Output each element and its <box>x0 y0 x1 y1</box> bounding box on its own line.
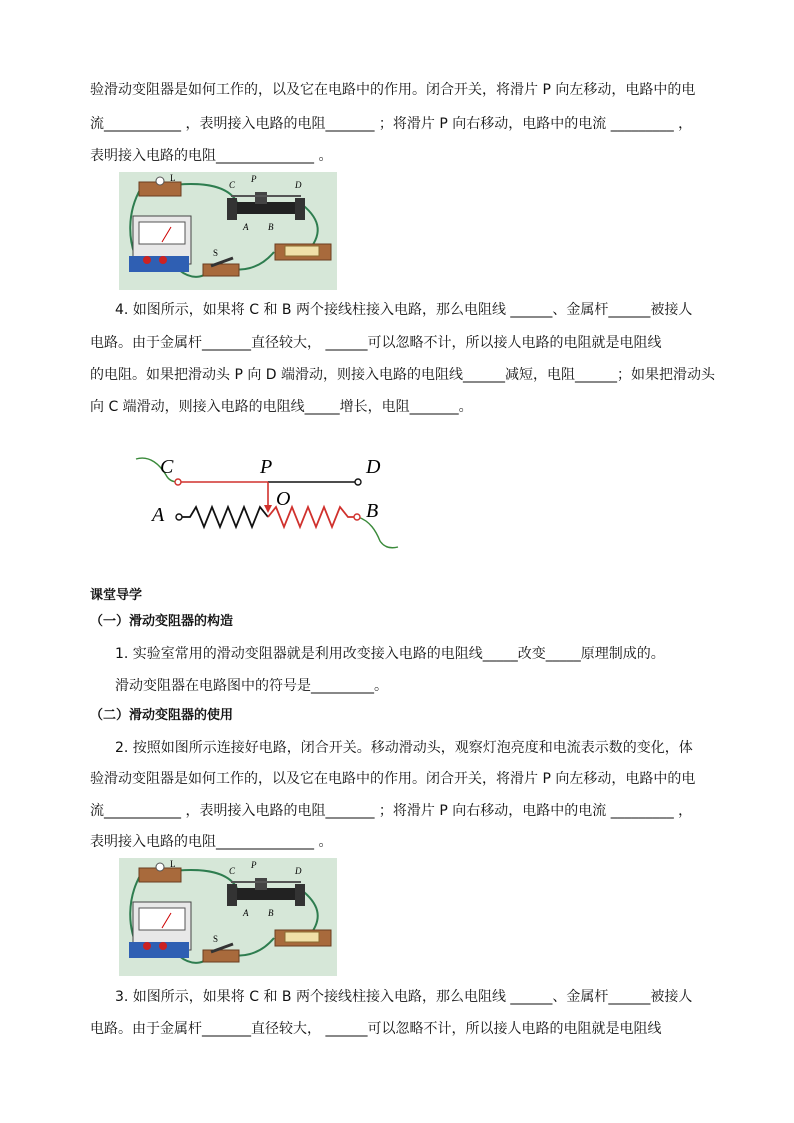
circuit-photo <box>119 172 337 290</box>
subsection-heading: （一）滑动变阻器的构造 <box>90 614 234 629</box>
diagram-label-b: B <box>366 500 379 522</box>
question-1-line: 滑动变阻器在电路图中的符号是_________。 <box>115 678 388 694</box>
question-2-line: 流___________ ，表明接入电路的电阻_______ ；将滑片 P 向右移动，电路中的电流 _________ ， <box>90 803 693 819</box>
section-heading: 课堂导学 <box>90 588 143 603</box>
question-2-line: 2. 按照如图所示连接好电路，闭合开关。移动滑动头，观察灯泡亮度和电流表示数的变化，体 <box>115 740 693 756</box>
photo-label-l: L <box>170 173 176 183</box>
paragraph-line: 验滑动变阻器是如何工作的，以及它在电路中的作用。闭合开关，将滑片 P 向左移动，电路中的电 <box>90 82 696 98</box>
photo-label-s: S <box>213 248 219 258</box>
question-1-line: 1. 实验室常用的滑动变阻器就是利用改变接入电路的电阻线_____改变_____原理制成的。 <box>115 646 665 662</box>
question-4-line: 4. 如图所示，如果将 C 和 B 两个接线柱接入电路，那么电阻线 ______、金属杆______被接人 <box>115 302 693 318</box>
diagram-label-c: C <box>160 456 174 478</box>
question-3-line: 电路。由于金属杆_______直径较大， ______可以忽略不计，所以接人电路的电阻就是电阻线 <box>90 1021 662 1037</box>
diagram-label-o: O <box>276 488 291 510</box>
question-4-line: 的电阻。如果把滑动头 P 向 D 端滑动，则接入电路的电阻线______减短，电阻______；如果把滑动头 <box>90 367 716 383</box>
photo-label-a: A <box>243 222 249 232</box>
question-2-line: 表明接入电路的电阻______________ 。 <box>90 834 333 850</box>
photo-label-c: C <box>229 180 236 190</box>
diagram-label-a: A <box>152 504 165 526</box>
photo-label-a: A <box>243 908 249 918</box>
question-3-line: 3. 如图所示，如果将 C 和 B 两个接线柱接入电路，那么电阻线 ______、金属杆______被接人 <box>115 989 693 1005</box>
photo-label-p: P <box>251 174 257 184</box>
photo-label-l: L <box>170 859 176 869</box>
diagram-label-d: D <box>366 456 381 478</box>
photo-label-d: D <box>295 180 302 190</box>
rheostat-diagram <box>130 445 410 555</box>
paragraph-line: 表明接入电路的电阻______________ 。 <box>90 148 333 164</box>
question-2-line: 验滑动变阻器是如何工作的，以及它在电路中的作用。闭合开关，将滑片 P 向左移动，电路中的电 <box>90 771 696 787</box>
photo-label-d: D <box>295 866 302 876</box>
question-4-line: 电路。由于金属杆_______直径较大， ______可以忽略不计，所以接人电路的电阻就是电阻线 <box>90 335 662 351</box>
circuit-photo <box>119 858 337 976</box>
paragraph-line: 流___________ ，表明接入电路的电阻_______ ；将滑片 P 向右移动，电路中的电流 _________ ， <box>90 116 693 132</box>
subsection-heading: （二）滑动变阻器的使用 <box>90 708 234 723</box>
question-4-line: 向 C 端滑动，则接入电路的电阻线_____增长，电阻_______。 <box>90 399 473 415</box>
photo-label-c: C <box>229 866 236 876</box>
diagram-label-p: P <box>260 456 273 478</box>
photo-label-b: B <box>268 222 274 232</box>
photo-label-s: S <box>213 934 219 944</box>
photo-label-p: P <box>251 860 257 870</box>
photo-label-b: B <box>268 908 274 918</box>
